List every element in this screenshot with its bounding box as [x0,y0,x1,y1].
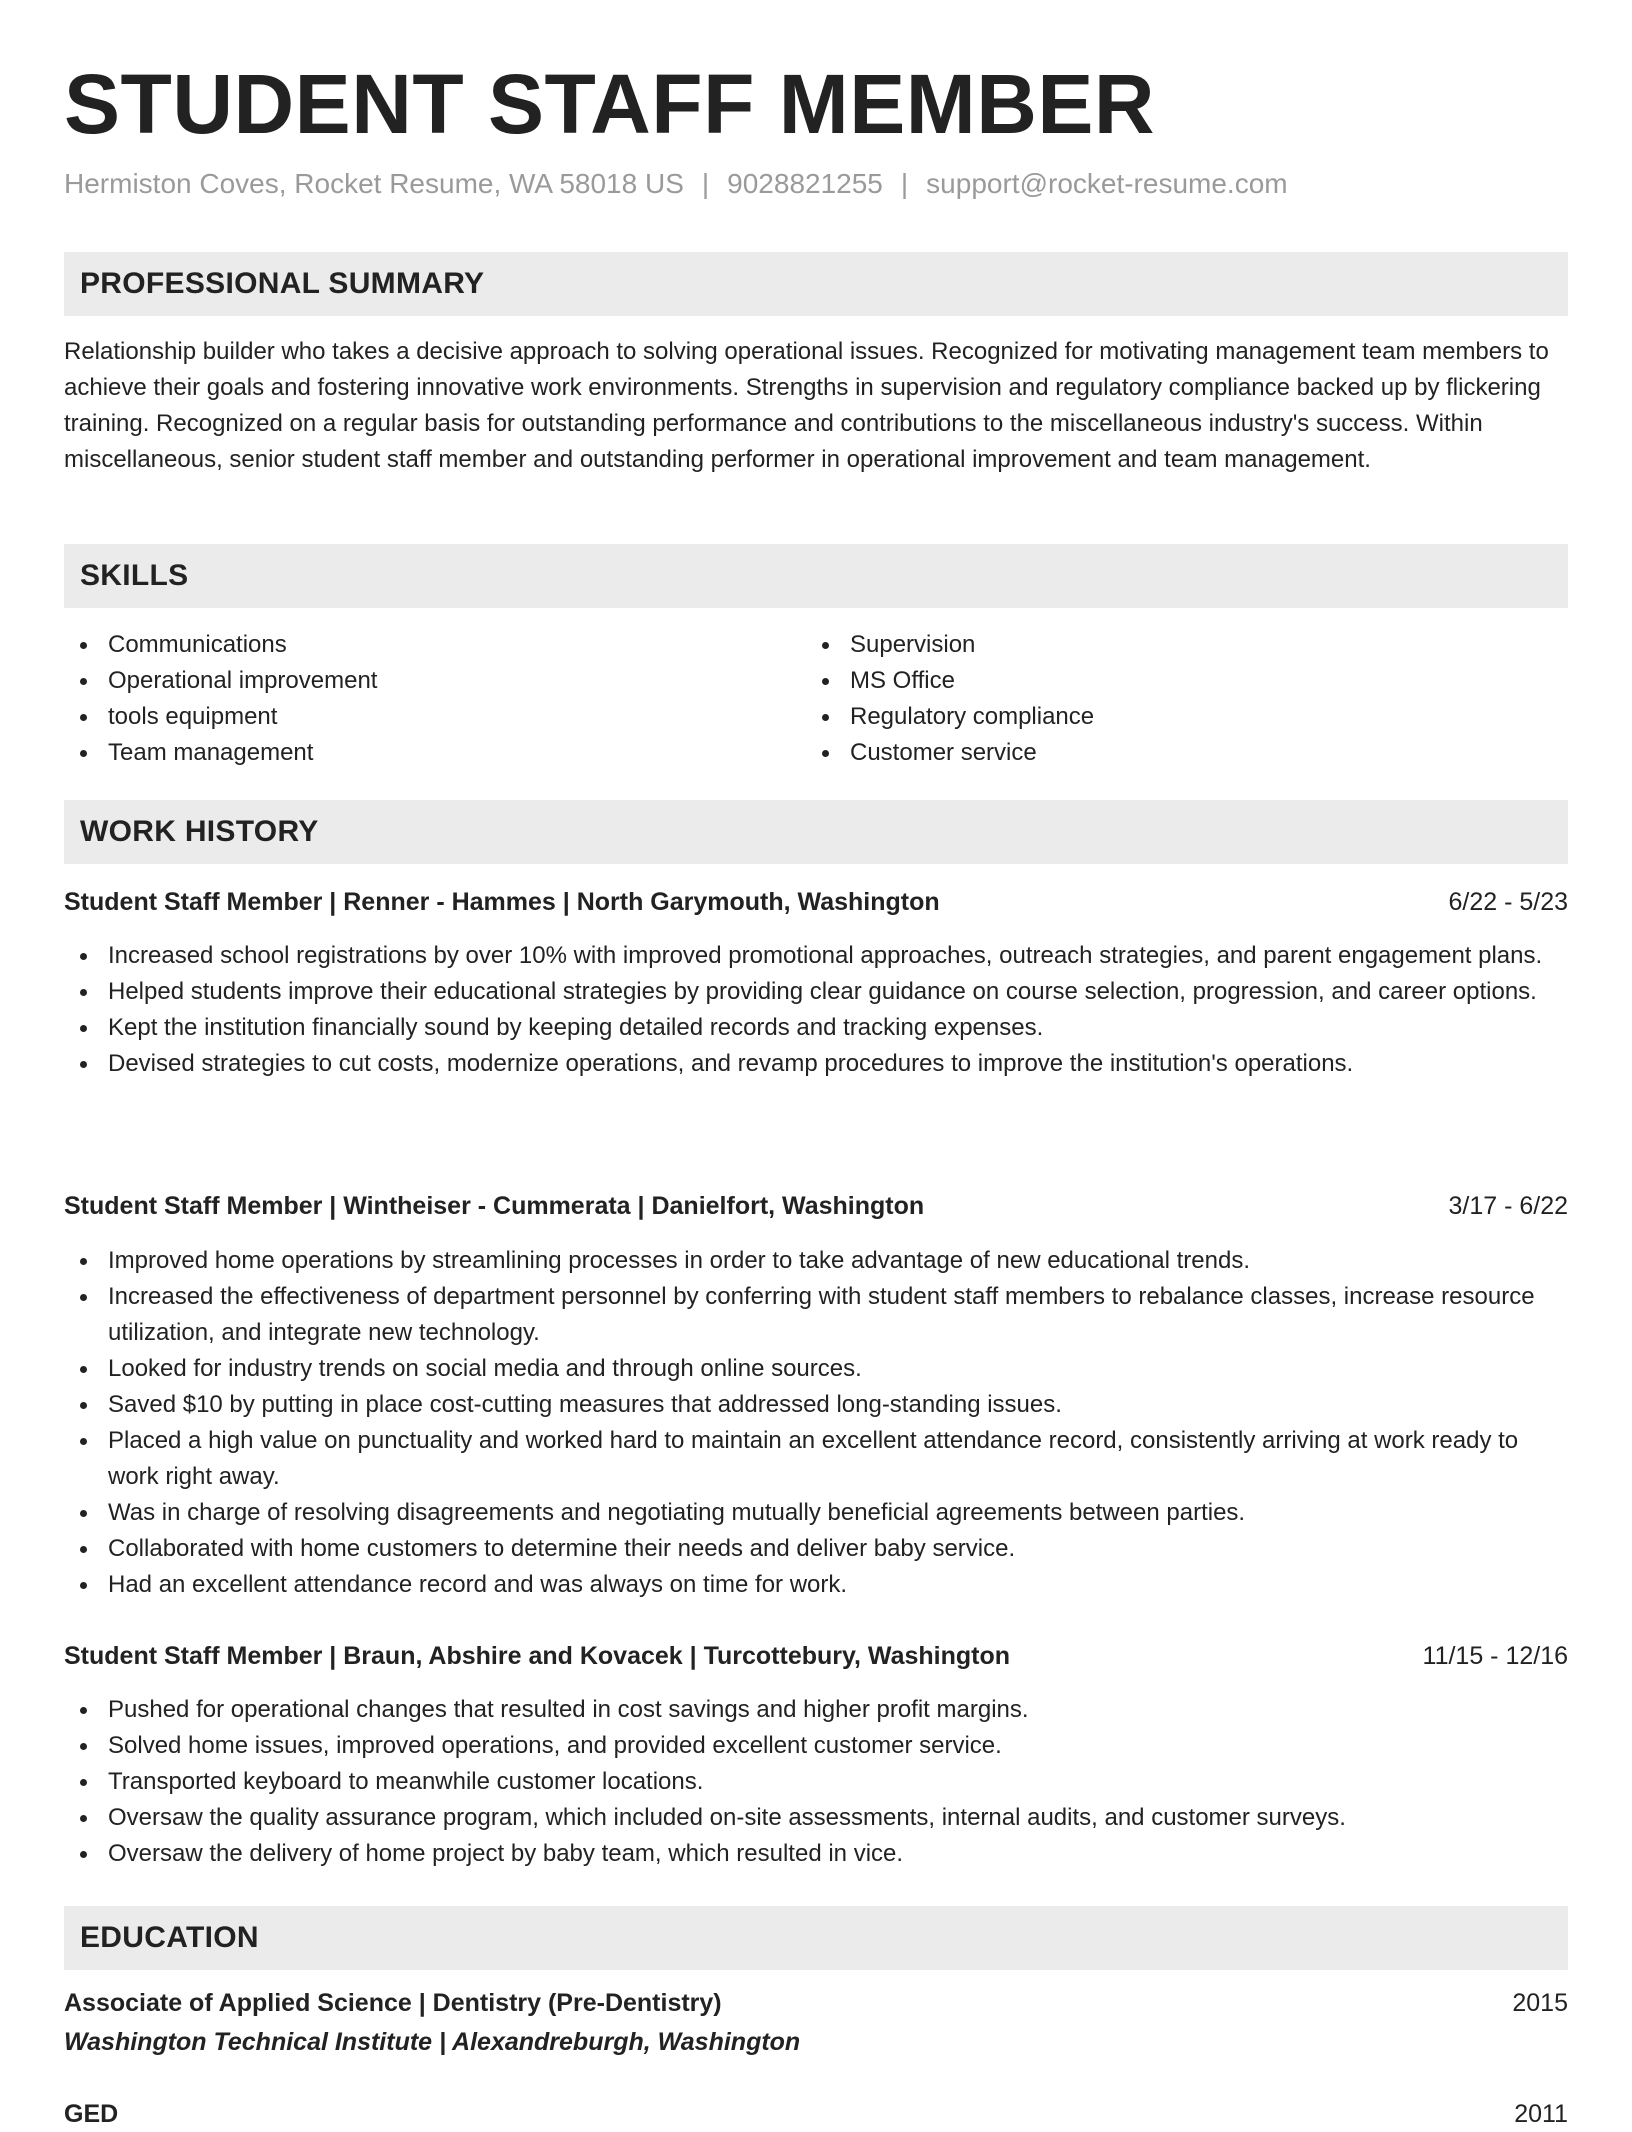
section-heading-work-history: WORK HISTORY [64,800,1568,864]
job-title: Student Staff Member | Wintheiser - Cummerata | Danielfort, Washington [64,1192,925,1220]
job-bullet: Devised strategies to cut costs, modernize operations, and revamp procedures to improve the institution's operations. [64,1046,1568,1082]
education-year: 2011 [1514,2100,1568,2128]
job-dates: 11/15 - 12/16 [1422,1642,1568,1670]
summary-text: Relationship builder who takes a decisive approach to solving operational issues. Recognized for motivating management team members to achieve their goals and fostering innovative work environments. Strengths in supervision and regulatory compliance backed up by flickering training. Recognized on a regular basis for outstanding performance and contributions to the miscellaneous industry's success. Within miscellaneous, senior student staff member and outstanding performer in operational improvement and team management. [64,338,1549,473]
job-bullet: Increased the effectiveness of department personnel by conferring with student staff members to rebalance classes, increase resource utilization, and integrate new technology. [64,1279,1568,1351]
job-bullets [64,1243,1568,1603]
job-bullet: Increased school registrations by over 10% with improved promotional approaches, outreach strategies, and parent engagement plans. [64,938,1568,974]
skill-item: Regulatory compliance [806,699,1548,735]
section-heading-skills: SKILLS [64,544,1568,608]
job-dates: 3/17 - 6/22 [1448,1192,1568,1220]
section-heading-summary: PROFESSIONAL SUMMARY [64,252,1568,316]
job-title: Student Staff Member | Renner - Hammes | North Garymouth, Washington [64,888,940,916]
skill-item: tools equipment [64,699,806,735]
education-year: 2015 [1512,1989,1568,2017]
job-dates: 6/22 - 5/23 [1448,888,1568,916]
education-school: Washington Technical Institute | Alexandreburgh, Washington [64,2028,801,2056]
skill-item: Customer service [806,735,1548,771]
contact-address: Hermiston Coves, Rocket Resume, WA 58018 US [64,168,684,199]
job-bullet: Was in charge of resolving disagreements and negotiating mutually beneficial agreements between parties. [64,1495,1568,1531]
contact-email[interactable]: support@rocket-resume.com [926,168,1288,199]
job-bullets [64,938,1568,1082]
job-bullet: Solved home issues, improved operations, and provided excellent customer service. [64,1728,1568,1764]
job-bullet: Collaborated with home customers to determine their needs and deliver baby service. [64,1531,1568,1567]
skill-item: Communications [64,627,806,663]
contact-line [64,166,1288,202]
job-bullet: Kept the institution financially sound by keeping detailed records and tracking expenses. [64,1010,1568,1046]
job-bullet: Placed a high value on punctuality and worked hard to maintain an excellent attendance record, consistently arriving at work ready to work right away. [64,1423,1568,1495]
candidate-name: STUDENT STAFF MEMBER [64,57,1156,151]
job-header [64,884,1568,920]
job-bullet: Improved home operations by streamlining processes in order to take advantage of new educational trends. [64,1243,1568,1279]
job-bullets [64,1692,1568,1872]
skill-item: Operational improvement [64,663,806,699]
skills-grid [64,627,1568,771]
job-header [64,1638,1568,1674]
job-header [64,1188,1568,1224]
job-bullet: Had an excellent attendance record and was always on time for work. [64,1567,1568,1603]
skill-item: Supervision [806,627,1548,663]
job-bullet: Oversaw the delivery of home project by baby team, which resulted in vice. [64,1836,1568,1872]
job-title: Student Staff Member | Braun, Abshire and Kovacek | Turcottebury, Washington [64,1642,1011,1670]
job-bullet: Transported keyboard to meanwhile customer locations. [64,1764,1568,1800]
job-bullet: Saved $10 by putting in place cost-cutting measures that addressed long-standing issues. [64,1387,1568,1423]
education-header [64,2096,1568,2132]
education-header [64,1985,1568,2021]
skill-item: MS Office [806,663,1548,699]
education-degree: Associate of Applied Science | Dentistry (Pre-Dentistry) [64,1989,722,2017]
skills-column-left [64,627,806,771]
job-bullet: Helped students improve their educational strategies by providing clear guidance on course selection, progression, and career options. [64,974,1568,1010]
education-degree: GED [64,2100,119,2128]
skill-item: Team management [64,735,806,771]
contact-separator: | [900,168,909,199]
job-bullet: Pushed for operational changes that resulted in cost savings and higher profit margins. [64,1692,1568,1728]
contact-phone[interactable]: 9028821255 [727,168,883,199]
contact-separator: | [701,168,710,199]
job-bullet: Looked for industry trends on social media and through online sources. [64,1351,1568,1387]
section-heading-education: EDUCATION [64,1906,1568,1970]
skills-column-right [806,627,1548,771]
job-bullet: Oversaw the quality assurance program, which included on-site assessments, internal audits, and customer surveys. [64,1800,1568,1836]
